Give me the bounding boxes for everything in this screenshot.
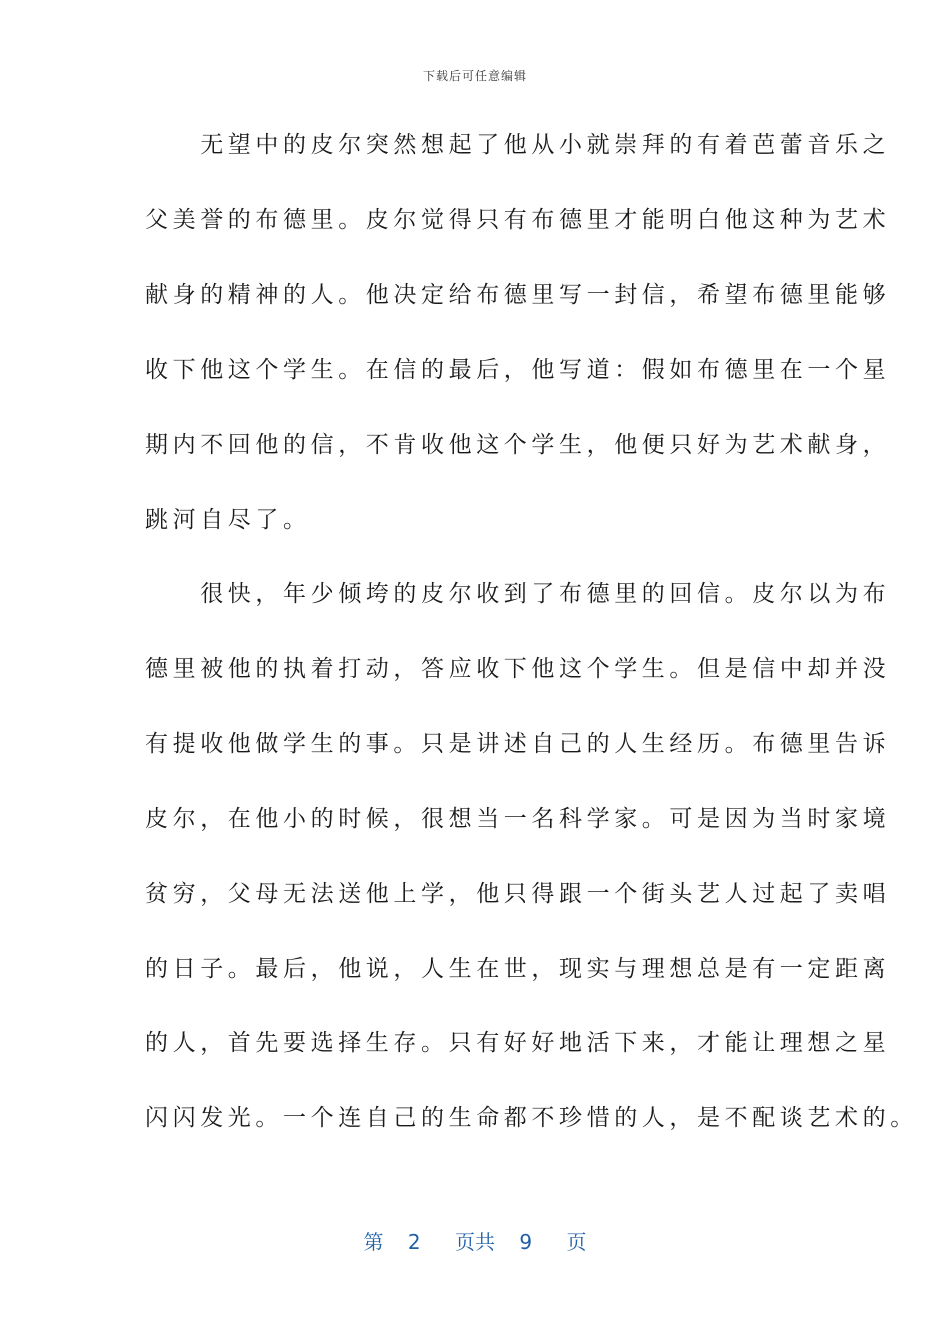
text-line: 的日子。最后，他说，人生在世，现实与理想总是有一定距离 bbox=[145, 956, 891, 982]
text-line: 献身的精神的人。他决定给布德里写一封信，希望布德里能够 bbox=[145, 282, 891, 308]
text-line: 跳河自尽了。 bbox=[145, 507, 311, 533]
footer-middle: 页共 bbox=[455, 1230, 495, 1254]
text-line: 收下他这个学生。在信的最后，他写道：假如布德里在一个星 bbox=[145, 357, 891, 383]
total-page-number: 9 bbox=[519, 1230, 533, 1254]
text-line: 很快，年少倾垮的皮尔收到了布德里的回信。皮尔以为布 bbox=[145, 581, 891, 607]
footer-prefix: 第 bbox=[363, 1230, 384, 1254]
text-line: 有提收他做学生的事。只是讲述自己的人生经历。布德里告诉 bbox=[145, 731, 891, 757]
current-page-number: 2 bbox=[407, 1230, 421, 1254]
text-line: 期内不回他的信，不肯收他这个学生，他便只好为艺术献身， bbox=[145, 432, 891, 458]
footer-suffix: 页 bbox=[566, 1230, 587, 1254]
text-line: 父美誉的布德里。皮尔觉得只有布德里才能明白他这种为艺术 bbox=[145, 207, 891, 233]
text-line: 贫穷，父母无法送他上学，他只得跟一个街头艺人过起了卖唱 bbox=[145, 881, 891, 907]
page-footer bbox=[0, 1226, 950, 1255]
text-line: 无望中的皮尔突然想起了他从小就崇拜的有着芭蕾音乐之 bbox=[145, 132, 891, 158]
text-line: 皮尔，在他小的时候，很想当一名科学家。可是因为当时家境 bbox=[145, 806, 891, 832]
text-line: 闪闪发光。一个连自己的生命都不珍惜的人，是不配谈艺术的。 bbox=[145, 1105, 918, 1131]
text-line: 的人，首先要选择生存。只有好好地活下来，才能让理想之星 bbox=[145, 1030, 891, 1056]
page-header: 下载后可任意编辑 bbox=[422, 69, 527, 83]
text-line: 德里被他的执着打动，答应收下他这个学生。但是信中却并没 bbox=[145, 656, 891, 682]
